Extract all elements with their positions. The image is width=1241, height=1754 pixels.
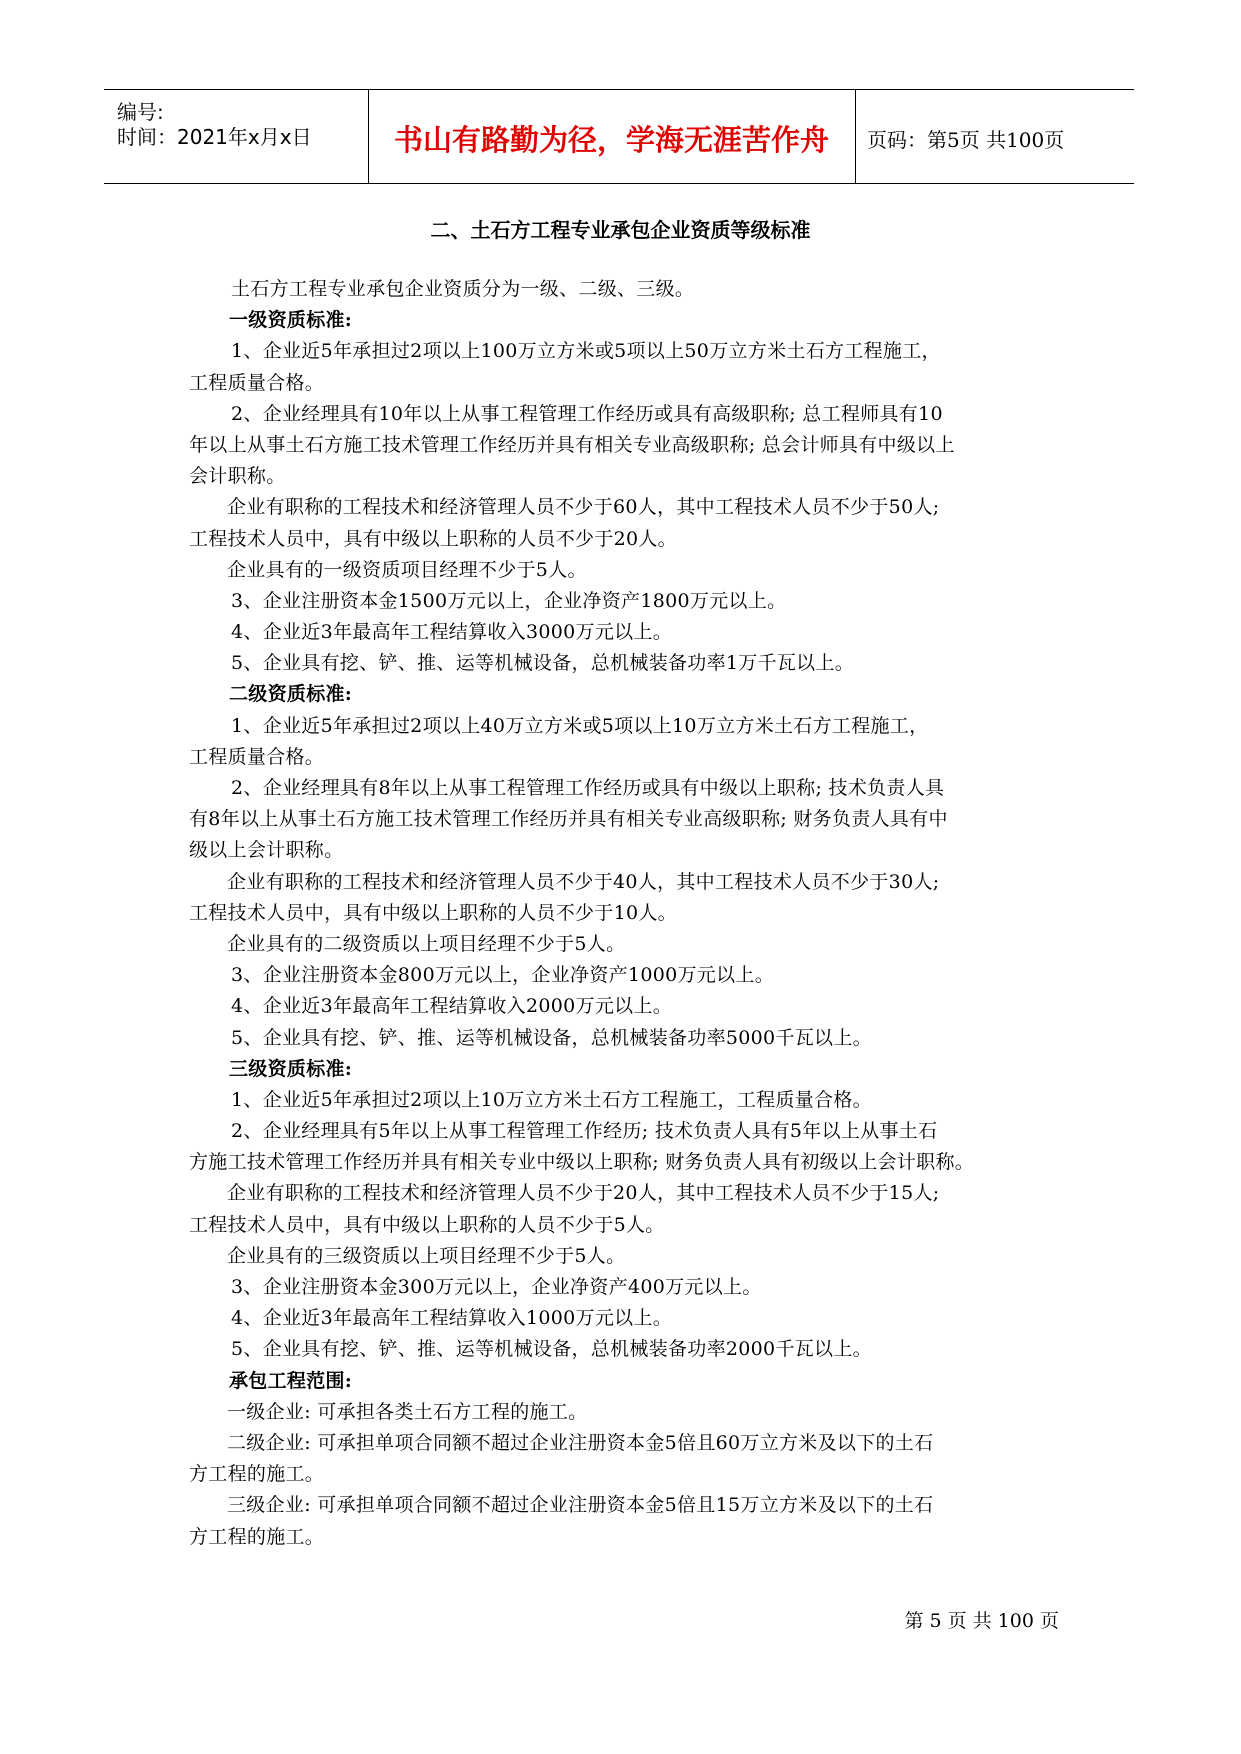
paragraph-line: 一级企业: 可承担各类土石方工程的施工。 <box>227 1400 588 1423</box>
paragraph-line: 2、企业经理具有8年以上从事工程管理工作经历或具有中级以上职称; 技术负责人具 <box>231 777 945 799</box>
paragraph-line: 二级企业: 可承担单项合同额不超过企业注册资本金5倍且60万立方米及以下的土石 <box>227 1431 934 1454</box>
paragraph-line: 工程技术人员中，具有中级以上职称的人员不少于10人。 <box>189 901 677 924</box>
paragraph-line: 2、企业经理具有10年以上从事工程管理工作经历或具有高级职称; 总工程师具有10 <box>231 402 943 425</box>
paragraph-line: 4、企业近3年最高年工程结算收入1000万元以上。 <box>231 1307 673 1330</box>
section-heading: 二级资质标准: <box>229 683 353 706</box>
paragraph-line: 2、企业经理具有5年以上从事工程管理工作经历; 技术负责人具有5年以上从事土石 <box>231 1120 938 1143</box>
paragraph-line: 工程质量合格。 <box>189 371 325 394</box>
page-footer: 第 5 页 共 100 页 <box>904 1610 1059 1632</box>
paragraph-line: 企业具有的二级资质以上项目经理不少于5人。 <box>227 932 626 955</box>
paragraph-line: 企业有职称的工程技术和经济管理人员不少于40人，其中工程技术人员不少于30人; <box>227 870 940 893</box>
header-page-cell <box>855 90 1134 183</box>
paragraph-line: 5、企业具有挖、铲、推、运等机械设备，总机械装备功率5000千瓦以上。 <box>231 1026 872 1049</box>
paragraph-line: 3、企业注册资本金1500万元以上，企业净资产1800万元以上。 <box>231 589 787 612</box>
document-title: 二、土石方工程专业承包企业资质等级标准 <box>430 218 811 242</box>
paragraph-line: 方施工技术管理工作经历并具有相关专业中级以上职称; 财务负责人具有初级以上会计职称。 <box>189 1151 975 1174</box>
paragraph-line: 3、企业注册资本金300万元以上，企业净资产400万元以上。 <box>231 1276 762 1298</box>
header-meta-cell <box>104 90 369 183</box>
paragraph-line: 级以上会计职称。 <box>189 839 344 862</box>
paragraph-line: 工程技术人员中，具有中级以上职称的人员不少于5人。 <box>189 1213 665 1236</box>
paragraph-line: 企业有职称的工程技术和经济管理人员不少于20人，其中工程技术人员不少于15人; <box>227 1182 940 1205</box>
paragraph-line: 4、企业近3年最高年工程结算收入3000万元以上。 <box>231 621 673 644</box>
paragraph-line: 有8年以上从事土石方施工技术管理工作经历并具有相关专业高级职称; 财务负责人具有中 <box>189 808 948 831</box>
time-label: 时间：2021年x月x日 <box>117 125 312 149</box>
paragraph-line: 三级企业: 可承担单项合同额不超过企业注册资本金5倍且15万立方米及以下的土石 <box>227 1494 934 1517</box>
paragraph-line: 4、企业近3年最高年工程结算收入2000万元以上。 <box>231 995 673 1018</box>
paragraph-line: 1、企业近5年承担过2项以上100万立方米或5项以上50万立方米土石方工程施工， <box>231 340 941 363</box>
paragraph-line: 方工程的施工。 <box>189 1525 325 1548</box>
paragraph-line: 5、企业具有挖、铲、推、运等机械设备，总机械装备功率1万千瓦以上。 <box>231 652 855 675</box>
paragraph-line: 1、企业近5年承担过2项以上40万立方米或5项以上10万立方米土石方工程施工， <box>231 714 929 737</box>
page-header <box>104 89 1134 184</box>
section-heading: 三级资质标准: <box>229 1057 353 1080</box>
paragraph-line: 工程技术人员中，具有中级以上职称的人员不少于20人。 <box>189 527 677 550</box>
header-motto-cell <box>368 90 856 183</box>
serial-label: 编号: <box>117 100 164 124</box>
paragraph-line: 5、企业具有挖、铲、推、运等机械设备，总机械装备功率2000千瓦以上。 <box>231 1338 872 1361</box>
paragraph-line: 年以上从事土石方施工技术管理工作经历并具有相关专业高级职称; 总会计师具有中级以上 <box>189 433 955 456</box>
section-heading: 一级资质标准: <box>229 309 353 332</box>
paragraph-line: 企业有职称的工程技术和经济管理人员不少于60人，其中工程技术人员不少于50人; <box>227 496 940 519</box>
paragraph-line: 企业具有的一级资质项目经理不少于5人。 <box>227 558 587 581</box>
paragraph-line: 会计职称。 <box>189 465 286 488</box>
page-code: 页码：第5页 共100页 <box>867 128 1065 152</box>
document-body <box>189 274 1059 1553</box>
section-heading: 承包工程范围: <box>229 1369 353 1392</box>
paragraph-line: 工程质量合格。 <box>189 745 325 768</box>
paragraph-line: 1、企业近5年承担过2项以上10万立方米土石方工程施工，工程质量合格。 <box>231 1088 872 1111</box>
paragraph-line: 企业具有的三级资质以上项目经理不少于5人。 <box>227 1244 626 1267</box>
paragraph-line: 土石方工程专业承包企业资质分为一级、二级、三级。 <box>231 278 695 300</box>
motto-text: 书山有路勤为径，学海无涯苦作舟 <box>393 123 829 157</box>
paragraph-line: 方工程的施工。 <box>189 1463 325 1486</box>
paragraph-line: 3、企业注册资本金800万元以上，企业净资产1000万元以上。 <box>231 964 775 987</box>
